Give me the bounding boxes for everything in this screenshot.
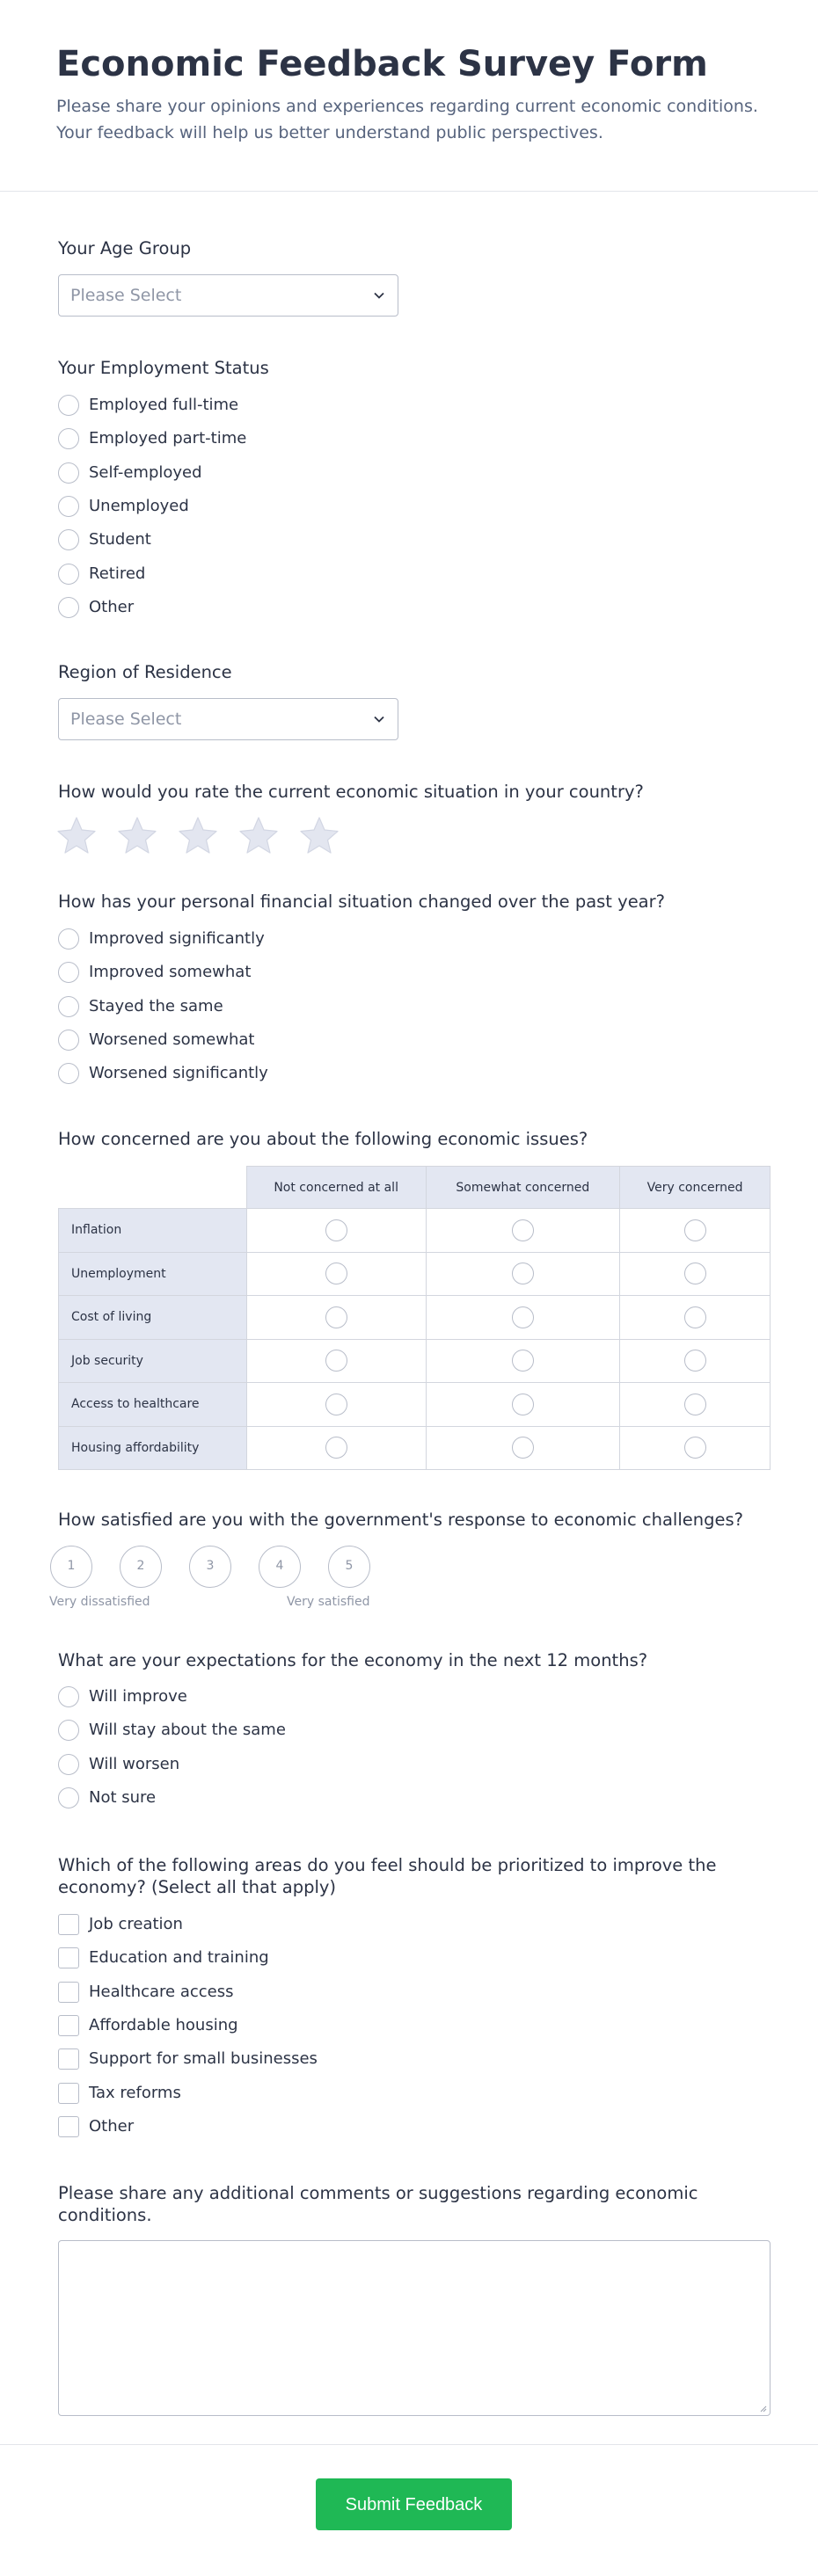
radio-button[interactable] — [58, 1063, 79, 1084]
matrix-row-label: Inflation — [59, 1209, 247, 1253]
matrix-cell — [620, 1426, 771, 1470]
matrix-cell — [426, 1252, 620, 1296]
description-line-2: Your feedback will help us better understand public perspectives. — [56, 123, 603, 143]
matrix-row-label: Housing affordability — [59, 1426, 247, 1470]
priorities-label-line-1: Which of the following areas do you feel should be prioritized to improve the — [58, 1855, 717, 1875]
matrix-cell — [246, 1426, 426, 1470]
priority-option-healthcare-access[interactable] — [58, 1981, 586, 2007]
priorities-label-line-2: economy? (Select all that apply) — [58, 1877, 337, 1898]
employment-option-label: Unemployed — [89, 496, 189, 515]
scale-option-4[interactable]: 4 — [259, 1546, 301, 1588]
page-title: Economic Feedback Survey Form — [56, 44, 708, 84]
radio-button[interactable] — [58, 496, 79, 517]
matrix-radio-button[interactable] — [512, 1394, 534, 1415]
age-group-select[interactable] — [58, 274, 398, 317]
economic-concerns-label: How concerned are you about the following economic issues? — [58, 1129, 588, 1149]
star-icon[interactable] — [56, 816, 97, 855]
matrix-cell — [246, 1339, 426, 1383]
comments-label — [58, 2182, 698, 2227]
matrix-column-header: Very concerned — [620, 1167, 771, 1209]
checkbox[interactable] — [58, 2116, 79, 2137]
submit-button[interactable]: Submit Feedback — [316, 2478, 512, 2530]
matrix-radio-button[interactable] — [325, 1306, 347, 1328]
expectations-option-not-sure[interactable] — [58, 1786, 586, 1813]
matrix-row-inflation — [59, 1209, 771, 1253]
radio-button[interactable] — [58, 1787, 79, 1808]
star-icon[interactable] — [178, 816, 218, 855]
employment-option-student[interactable] — [58, 528, 586, 555]
matrix-radio-button[interactable] — [512, 1437, 534, 1459]
expectations-option-label: Will stay about the same — [89, 1721, 286, 1740]
priority-option-tax-reforms[interactable] — [58, 2082, 586, 2108]
comments-label-line-2: conditions. — [58, 2205, 152, 2226]
matrix-radio-button[interactable] — [325, 1350, 347, 1372]
age-group-placeholder: Please Select — [70, 286, 182, 305]
chevron-down-icon — [373, 713, 385, 725]
scale-max-caption: Very satisfied — [287, 1595, 370, 1609]
finance-option-worsened-somewhat[interactable] — [58, 1029, 586, 1055]
matrix-cell — [246, 1296, 426, 1340]
employment-option-unemployed[interactable] — [58, 495, 586, 521]
star-icon[interactable] — [299, 816, 340, 855]
radio-button[interactable] — [58, 462, 79, 484]
scale-min-caption: Very dissatisfied — [49, 1595, 150, 1609]
matrix-cell — [620, 1296, 771, 1340]
checkbox[interactable] — [58, 2083, 79, 2104]
matrix-radio-button[interactable] — [684, 1350, 706, 1372]
finance-option-worsened-significantly[interactable] — [58, 1062, 586, 1088]
region-label: Region of Residence — [58, 662, 232, 682]
form-header — [0, 0, 818, 192]
priority-option-job-creation[interactable] — [58, 1913, 586, 1939]
radio-button[interactable] — [58, 928, 79, 950]
matrix-corner — [59, 1167, 247, 1209]
comments-textarea[interactable] — [58, 2240, 771, 2416]
region-placeholder: Please Select — [70, 709, 182, 729]
priority-option-label: Support for small businesses — [89, 2049, 318, 2069]
matrix-radio-button[interactable] — [684, 1394, 706, 1415]
matrix-radio-button[interactable] — [684, 1263, 706, 1284]
priority-option-label: Tax reforms — [89, 2083, 181, 2102]
matrix-row-label: Unemployment — [59, 1252, 247, 1296]
employment-option-employed-full-time[interactable] — [58, 394, 586, 420]
matrix-cell — [620, 1209, 771, 1253]
radio-button[interactable] — [58, 395, 79, 416]
matrix-row-cost-of-living — [59, 1296, 771, 1340]
economic-rating-label: How would you rate the current economic situation in your country? — [58, 782, 644, 802]
matrix-radio-button[interactable] — [684, 1219, 706, 1241]
radio-button[interactable] — [58, 597, 79, 618]
radio-button[interactable] — [58, 962, 79, 983]
region-select[interactable] — [58, 698, 398, 740]
matrix-column-header: Somewhat concerned — [426, 1167, 620, 1209]
matrix-column-header: Not concerned at all — [246, 1167, 426, 1209]
employment-status-label: Your Employment Status — [58, 358, 269, 378]
matrix-row-label: Cost of living — [59, 1296, 247, 1340]
employment-option-label: Employed full-time — [89, 396, 239, 414]
radio-button[interactable] — [58, 1754, 79, 1775]
priority-option-other[interactable] — [58, 2115, 586, 2142]
expectations-option-label: Not sure — [89, 1787, 157, 1807]
priority-option-label: Healthcare access — [89, 1982, 234, 2001]
matrix-cell — [620, 1383, 771, 1427]
radio-button[interactable] — [58, 1720, 79, 1741]
matrix-cell — [426, 1209, 620, 1253]
matrix-radio-button[interactable] — [684, 1306, 706, 1328]
priority-option-label: Other — [89, 2116, 135, 2136]
radio-button[interactable] — [58, 1030, 79, 1051]
matrix-radio-button[interactable] — [325, 1437, 347, 1459]
footer-divider — [0, 2444, 818, 2445]
matrix-row-housing-affordability — [59, 1426, 771, 1470]
form-description — [56, 93, 762, 147]
radio-button[interactable] — [58, 529, 79, 550]
checkbox[interactable] — [58, 1914, 79, 1935]
scale-option-1[interactable]: 1 — [50, 1546, 92, 1588]
employment-option-employed-part-time[interactable] — [58, 427, 586, 454]
matrix-cell — [426, 1296, 620, 1340]
radio-button[interactable] — [58, 1686, 79, 1707]
employment-option-label: Other — [89, 597, 135, 616]
checkbox[interactable] — [58, 2048, 79, 2070]
description-line-1: Please share your opinions and experiences regarding current economic conditions. — [56, 97, 758, 116]
matrix-row-access-to-healthcare — [59, 1383, 771, 1427]
finance-option-stayed-the-same[interactable] — [58, 995, 586, 1022]
matrix-cell — [620, 1339, 771, 1383]
employment-option-self-employed[interactable] — [58, 462, 586, 488]
matrix-radio-button[interactable] — [325, 1263, 347, 1284]
matrix-radio-button[interactable] — [684, 1437, 706, 1459]
finance-option-improved-somewhat[interactable] — [58, 961, 586, 987]
finance-option-label: Worsened significantly — [89, 1064, 268, 1083]
expectations-option-will-stay-about-the-same[interactable] — [58, 1719, 586, 1745]
chevron-down-icon — [373, 289, 385, 302]
radio-button[interactable] — [58, 996, 79, 1017]
matrix-cell — [426, 1383, 620, 1427]
radio-button[interactable] — [58, 564, 79, 585]
priority-option-support-for-small-businesses[interactable] — [58, 2048, 586, 2074]
matrix-cell — [620, 1252, 771, 1296]
employment-option-label: Employed part-time — [89, 429, 247, 448]
finance-option-label: Improved somewhat — [89, 963, 252, 982]
expectations-option-label: Will improve — [89, 1687, 187, 1706]
expectations-option-will-improve[interactable] — [58, 1685, 586, 1712]
matrix-radio-button[interactable] — [512, 1350, 534, 1372]
satisfaction-scale — [49, 1546, 401, 1616]
priority-option-label: Education and training — [89, 1948, 269, 1968]
priorities-label — [58, 1854, 717, 1899]
priority-option-label: Job creation — [89, 1915, 183, 1933]
employment-option-label: Student — [89, 530, 151, 549]
radio-button[interactable] — [58, 428, 79, 449]
employment-option-label: Self-employed — [89, 462, 202, 482]
matrix-row-label: Job security — [59, 1339, 247, 1383]
priority-option-label: Affordable housing — [89, 2015, 238, 2034]
resize-grip-icon[interactable] — [758, 2404, 767, 2412]
matrix-row-unemployment — [59, 1252, 771, 1296]
priority-option-affordable-housing[interactable] — [58, 2014, 586, 2041]
finance-option-label: Stayed the same — [89, 996, 223, 1015]
employment-option-other[interactable] — [58, 596, 586, 622]
matrix-radio-button[interactable] — [512, 1219, 534, 1241]
matrix-cell — [426, 1426, 620, 1470]
checkbox[interactable] — [58, 2015, 79, 2036]
matrix-row-label: Access to healthcare — [59, 1383, 247, 1427]
checkbox[interactable] — [58, 1982, 79, 2003]
matrix-row-job-security — [59, 1339, 771, 1383]
scale-option-3[interactable]: 3 — [189, 1546, 231, 1588]
employment-option-label: Retired — [89, 564, 146, 583]
matrix-cell — [246, 1252, 426, 1296]
matrix-radio-button[interactable] — [512, 1306, 534, 1328]
expectations-option-will-worsen[interactable] — [58, 1753, 586, 1779]
checkbox[interactable] — [58, 1947, 79, 1968]
comments-label-line-1: Please share any additional comments or suggestions regarding economic — [58, 2183, 698, 2203]
personal-finance-label: How has your personal financial situation changed over the past year? — [58, 891, 666, 912]
expectations-option-label: Will worsen — [89, 1754, 180, 1773]
expectations-label: What are your expectations for the economy in the next 12 months? — [58, 1650, 648, 1670]
matrix-radio-button[interactable] — [325, 1394, 347, 1415]
priority-option-education-and-training[interactable] — [58, 1947, 586, 1973]
employment-option-retired[interactable] — [58, 563, 586, 589]
matrix-cell — [246, 1383, 426, 1427]
matrix-cell — [246, 1209, 426, 1253]
star-icon[interactable] — [117, 816, 157, 855]
government-satisfaction-label: How satisfied are you with the government's response to economic challenges? — [58, 1510, 743, 1530]
matrix-radio-button[interactable] — [512, 1263, 534, 1284]
scale-option-2[interactable]: 2 — [120, 1546, 162, 1588]
finance-option-label: Improved significantly — [89, 929, 265, 948]
finance-option-improved-significantly[interactable] — [58, 928, 586, 954]
scale-option-5[interactable]: 5 — [328, 1546, 370, 1588]
age-group-label: Your Age Group — [58, 238, 192, 258]
star-icon[interactable] — [238, 816, 279, 855]
concerns-matrix — [58, 1166, 771, 1470]
finance-option-label: Worsened somewhat — [89, 1030, 255, 1049]
matrix-cell — [426, 1339, 620, 1383]
matrix-radio-button[interactable] — [325, 1219, 347, 1241]
